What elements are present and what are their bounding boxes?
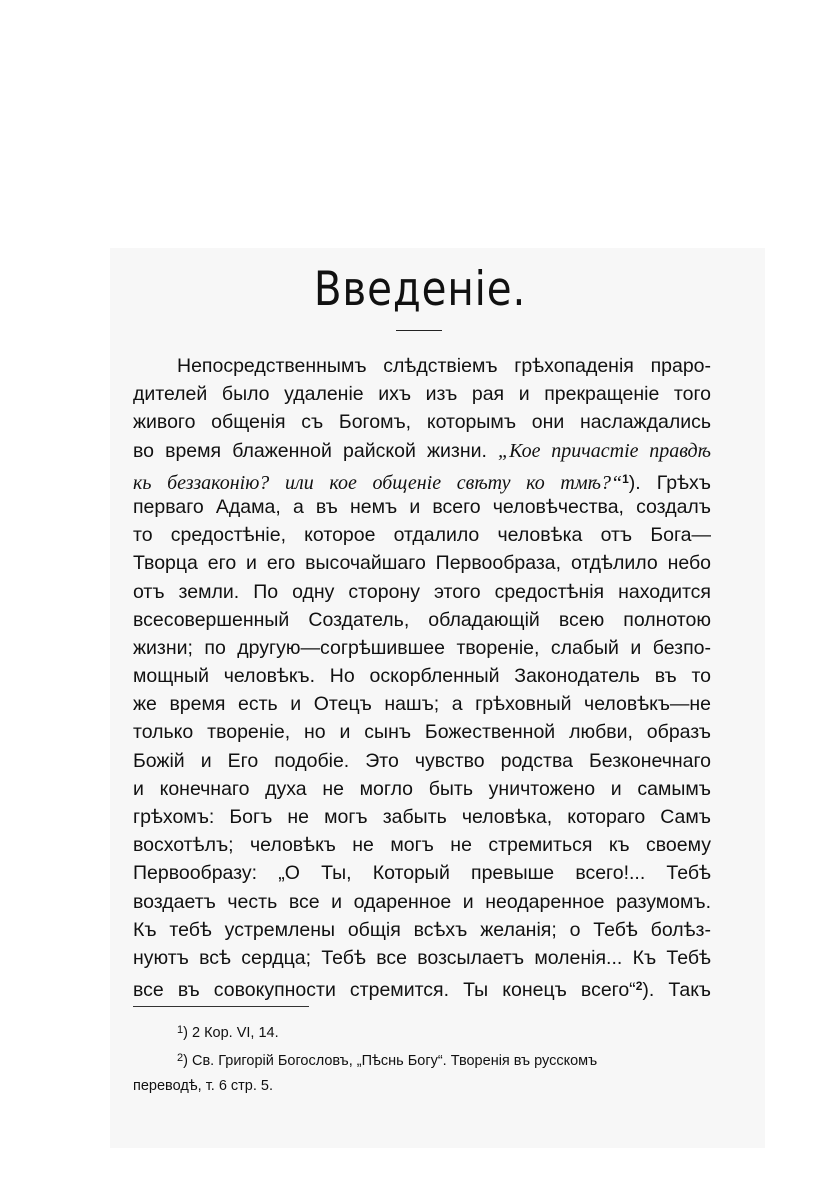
text-line: воздаетъ честь все и одаренное и неодаренное разумомъ. — [133, 890, 711, 913]
text-line: грѣхомъ: Богъ не могъ забыть человѣка, котораго Самъ — [133, 806, 711, 828]
text-fragment: ). — [642, 979, 655, 1002]
text-line: то средостѣніе, которое отдалило человѣка отъ Бога— — [133, 524, 711, 547]
footnote-text: ) 2 Кор. VI, 14. — [183, 1025, 279, 1041]
text-line: мощный человѣкъ. Но оскорбленный Законодатель въ то — [133, 665, 711, 688]
text-line: дителей было удаленіе ихъ изъ рая и прекращеніе того — [133, 383, 711, 406]
text-line: Непосредственнымъ слѣдствіемъ грѣхопаденія праро- — [177, 355, 711, 377]
text-line: же время есть и Отецъ нашъ; а грѣховный человѣкъ—не — [133, 693, 711, 716]
quote-fragment: „Кое причастіе правдѣ — [498, 439, 711, 462]
text-line: Первообразу: „О Ты, Который превыше всего!... Тебѣ — [133, 862, 711, 885]
text-line: перваго Адама, а въ немъ и всего человѣчества, создалъ — [133, 495, 711, 518]
text-line: отъ земли. По одну сторону этого средостѣнія находится — [133, 580, 711, 603]
text-line: всесовершенный Создатель, обладающій всею полнотою — [133, 608, 711, 631]
text-fragment: во время блаженной райской жизни. — [133, 439, 487, 462]
footnote-marker[interactable]: 2 — [635, 979, 643, 994]
footnote-number: 2 — [177, 1052, 184, 1064]
footnote-number: 1 — [177, 1024, 184, 1036]
text-line: только твореніе, но и сынъ Божественной любви, образъ — [133, 721, 711, 744]
text-line: Къ тебѣ устремлены общія всѣхъ желанія; о Тебѣ болѣз- — [133, 918, 711, 941]
footnotes — [133, 1018, 711, 1099]
text-line — [133, 465, 711, 493]
page-title: Введеніе. — [313, 262, 527, 317]
text-fragment: Такъ — [668, 979, 711, 1002]
text-fragment: Грѣхъ — [656, 471, 711, 494]
text-line: Божій и Его подобіе. Это чувство родства Безконечнаго — [133, 749, 711, 772]
title-divider — [396, 330, 442, 331]
footnote-text: ) Св. Григорій Богословъ, „Пѣснь Богу“. Творенія въ русскомъ — [183, 1053, 598, 1069]
footnote-2-continuation: переводѣ, т. 6 стр. 5. — [133, 1078, 274, 1094]
text-line: восхотѣлъ; человѣкъ не могъ не стремиться къ своему — [133, 834, 711, 857]
text-line: Творца его и его высочайшаго Первообраза, отдѣлило небо — [133, 552, 711, 575]
footnote-divider — [133, 1006, 309, 1007]
text-fragment: все въ совокупности стремится. Ты конецъ всего“ — [133, 979, 636, 1002]
footnote-2 — [133, 1046, 711, 1074]
text-fragment: ). — [628, 471, 641, 494]
text-line — [133, 972, 711, 1000]
text-line — [133, 437, 711, 465]
quote-fragment: кь беззаконію? или кое общеніе свѣту ко тмѣ?“ — [133, 471, 623, 494]
footnote-1 — [133, 1018, 711, 1046]
body-text — [133, 352, 711, 1000]
text-line: и конечнаго духа не могло быть уничтожено и самымъ — [133, 777, 711, 800]
text-line: нуютъ всѣ сердца; Тебѣ все возсылаетъ моленія... Къ Тебѣ — [133, 946, 711, 969]
text-line: жизни; по другую—согрѣшившее твореніе, слабый и безпо- — [133, 636, 711, 659]
text-line: живого общенія съ Богомъ, которымъ они наслаждались — [133, 411, 711, 434]
footnote-marker[interactable]: 1 — [622, 471, 629, 486]
